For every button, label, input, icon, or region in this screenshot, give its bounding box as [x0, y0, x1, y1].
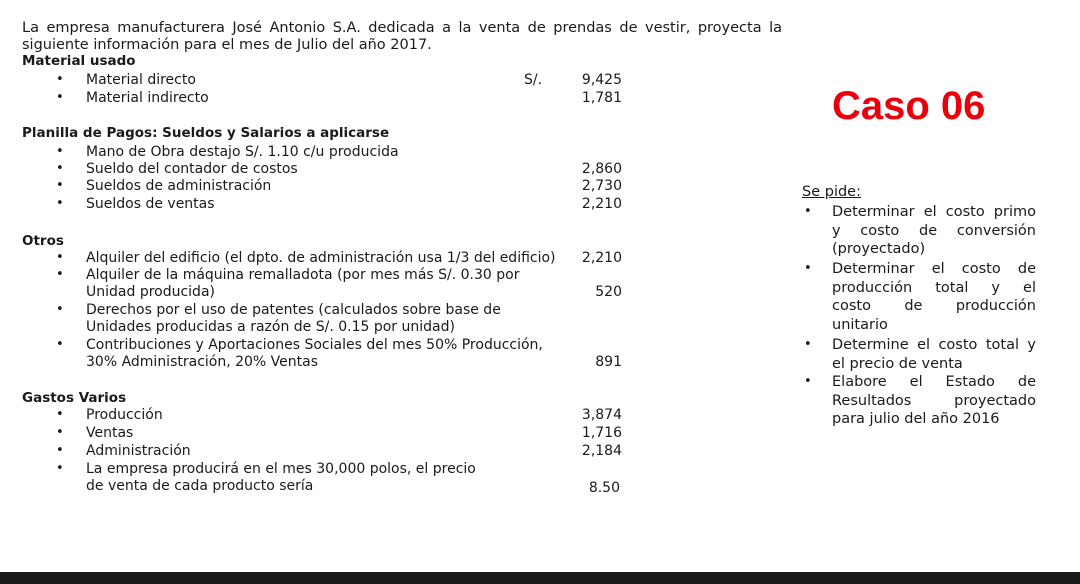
otros-value: 520 — [595, 284, 622, 300]
request-line: Resultados proyectado — [832, 392, 1036, 409]
planilla-value: 2,210 — [581, 196, 622, 212]
gastos-final-item: • La empresa producirá en el mes 30,000 polos, el precio — [86, 461, 476, 477]
planilla-item: • Sueldo del contador de costos — [86, 161, 298, 177]
request-line: Elabore el Estado de — [832, 374, 1036, 390]
request-line: Determinar el costo de — [832, 261, 1036, 277]
request-line: Determinar el costo primo — [832, 204, 1036, 220]
gastos-item: • Ventas — [86, 425, 133, 441]
bullet-icon: • — [804, 261, 812, 276]
planilla-item: • Sueldos de ventas — [86, 196, 215, 212]
material-value: 9,425 — [581, 72, 622, 88]
gastos-final-cont: de venta de cada producto sería — [86, 478, 314, 494]
sale-price-value: 8.50 — [588, 480, 620, 496]
request-line: producción total y el — [832, 279, 1036, 296]
request-line: para julio del año 2016 — [832, 411, 1000, 427]
material-heading: Material usado — [22, 53, 136, 69]
planilla-value: 2,730 — [581, 178, 622, 194]
otros-value: 2,210 — [581, 250, 622, 266]
otros-item-cont: Unidades producidas a razón de S/. 0.15 por unidad) — [86, 319, 455, 335]
gastos-value: 3,874 — [581, 407, 622, 423]
otros-value: 891 — [595, 354, 622, 370]
otros-item: • Contribuciones y Aportaciones Sociales del mes 50% Producción, — [86, 337, 543, 353]
bullet-icon: • — [804, 204, 812, 219]
bullet-icon: • — [804, 337, 812, 352]
currency-label: S/. — [524, 72, 543, 88]
gastos-value: 1,716 — [581, 425, 622, 441]
otros-item: • Derechos por el uso de patentes (calculados sobre base de — [86, 302, 501, 318]
bottom-bar — [0, 572, 1080, 584]
gastos-value: 2,184 — [581, 443, 622, 459]
request-item — [804, 203, 1036, 259]
otros-item-cont: Unidad producida) — [86, 284, 215, 300]
otros-item: • Alquiler del edificio (el dpto. de administración usa 1/3 del edificio) — [86, 250, 556, 266]
planilla-value: 2,860 — [581, 161, 622, 177]
request-line: costo de producción — [832, 298, 1036, 314]
material-value: 1,781 — [581, 90, 622, 106]
request-item — [804, 260, 1036, 334]
request-line: el precio de venta — [832, 355, 963, 372]
se-pide-title: Se pide: — [802, 184, 861, 200]
material-item: • Material indirecto — [86, 90, 209, 106]
gastos-item: • Producción — [86, 407, 163, 423]
request-line: unitario — [832, 316, 888, 333]
planilla-item: • Mano de Obra destajo S/. 1.10 c/u producida — [86, 144, 399, 160]
planilla-item: • Sueldos de administración — [86, 178, 271, 194]
planilla-heading: Planilla de Pagos: Sueldos y Salarios a aplicarse — [22, 125, 390, 141]
material-item: • Material directo — [86, 72, 196, 88]
request-line: y costo de conversión — [832, 222, 1036, 239]
request-item — [804, 373, 1036, 429]
gastos-heading: Gastos Varios — [22, 390, 127, 406]
bullet-icon: • — [804, 374, 812, 389]
intro-paragraph: La empresa manufacturera José Antonio S.A. dedicada a la venta de prendas de vestir, proyecta la siguiente información para el mes de Julio del año 2017. — [22, 20, 782, 53]
otros-item: • Alquiler de la máquina remalladota (por mes más S/. 0.30 por — [86, 267, 519, 283]
request-line: (proyectado) — [832, 241, 926, 257]
request-line: Determine el costo total y — [832, 337, 1036, 353]
gastos-item: • Administración — [86, 443, 191, 459]
case-title: Caso 06 — [832, 84, 986, 128]
otros-heading: Otros — [22, 233, 64, 249]
otros-item-cont: 30% Administración, 20% Ventas — [86, 354, 319, 370]
request-item — [804, 336, 1036, 373]
